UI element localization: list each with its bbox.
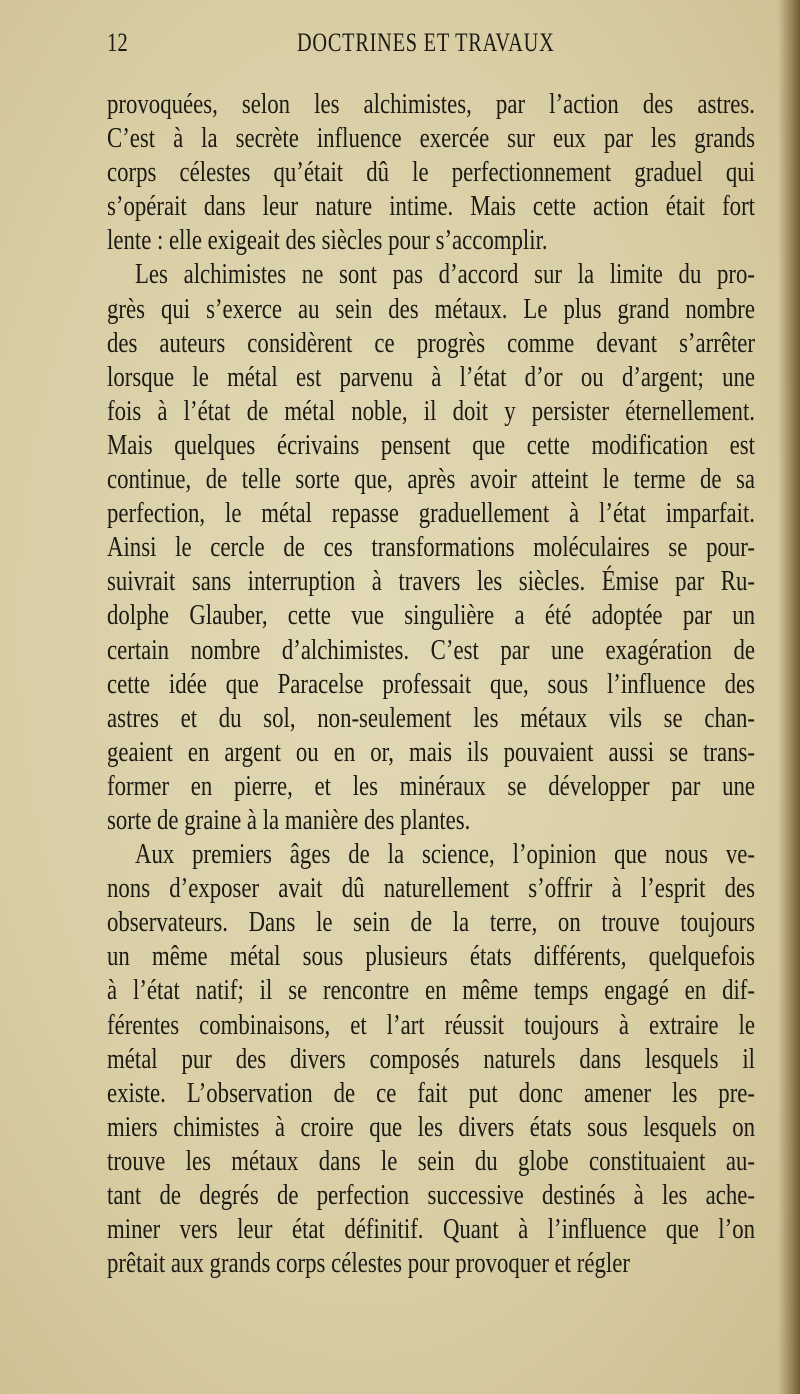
text-line: Mais quelques écrivains pensent que cette modification est xyxy=(107,429,755,461)
text-line: certain nombre d’alchimistes. C’est par une exagération de xyxy=(107,634,755,666)
text-line: geaient en argent ou en or, mais ils pouvaient aussi se trans- xyxy=(107,736,755,768)
text-line: former en pierre, et les minéraux se développer par une xyxy=(107,770,755,802)
text-line: provoquées, selon les alchimistes, par l’action des astres. xyxy=(107,89,755,120)
text-line: suivrait sans interruption à travers les siècles. Émise par Ru- xyxy=(107,566,755,598)
text-line: férentes combinaisons, et l’art réussit toujours à extraire le xyxy=(107,1009,755,1041)
text-line: un même métal sous plusieurs états différents, quelquefois xyxy=(107,941,755,973)
text-line: corps célestes qu’était dû le perfectionnement graduel qui xyxy=(107,157,755,189)
text-line: miers chimistes à croire que les divers états sous lesquels on xyxy=(107,1111,755,1143)
running-title: DOCTRINES ET TRAVAUX xyxy=(297,28,555,57)
text-line: observateurs. Dans le sein de la terre, on trouve toujours xyxy=(107,907,755,939)
text-line: continue, de telle sorte que, après avoir atteint le terme de sa xyxy=(107,464,755,496)
page-body-text xyxy=(107,88,755,1281)
text-line: lente : elle exigeait des siècles pour s’accomplir. xyxy=(107,225,548,257)
text-line: des auteurs considèrent ce progrès comme devant s’arrêter xyxy=(107,327,755,359)
text-line: miner vers leur état définitif. Quant à l’influence que l’on xyxy=(107,1214,755,1246)
text-line: métal pur des divers composés naturels dans lesquels il xyxy=(107,1043,755,1075)
text-line: sorte de graine à la manière des plantes. xyxy=(107,804,471,836)
text-line: s’opérait dans leur nature intime. Mais cette action était fort xyxy=(107,191,755,223)
text-line: cette idée que Paracelse professait que, sous l’influence des xyxy=(107,668,755,700)
text-line: Ainsi le cercle de ces transformations moléculaires se pour- xyxy=(107,532,755,564)
text-line: tant de degrés de perfection successive destinés à les ache- xyxy=(107,1180,755,1211)
text-line: à l’état natif; il se rencontre en même temps engagé en dif- xyxy=(107,975,755,1007)
text-line: astres et du sol, non-seulement les métaux vils se chan- xyxy=(107,702,755,734)
text-line: Aux premiers âges de la science, l’opinion que nous ve- xyxy=(135,839,755,871)
page-header xyxy=(107,28,757,62)
text-line: lorsque le métal est parvenu à l’état d’or ou d’argent; une xyxy=(107,361,755,393)
text-line: nons d’exposer avait dû naturellement s’offrir à l’esprit des xyxy=(107,873,755,905)
page-edge-shadow xyxy=(778,0,800,1394)
text-line: Les alchimistes ne sont pas d’accord sur la limite du pro- xyxy=(135,259,755,291)
text-line: C’est à la secrète influence exercée sur eux par les grands xyxy=(107,123,755,155)
text-line: trouve les métaux dans le sein du globe constituaient au- xyxy=(107,1145,755,1177)
text-line: perfection, le métal repasse graduellement à l’état imparfait. xyxy=(107,498,755,530)
page-number: 12 xyxy=(107,28,128,57)
text-line: dolphe Glauber, cette vue singulière a été adoptée par un xyxy=(107,600,755,632)
text-line: grès qui s’exerce au sein des métaux. Le plus grand nombre xyxy=(107,293,755,325)
text-line: fois à l’état de métal noble, il doit y persister éternellement. xyxy=(107,395,755,427)
text-line: existe. L’observation de ce fait put donc amener les pre- xyxy=(107,1077,755,1109)
text-line: prêtait aux grands corps célestes pour provoquer et régler xyxy=(107,1248,630,1280)
